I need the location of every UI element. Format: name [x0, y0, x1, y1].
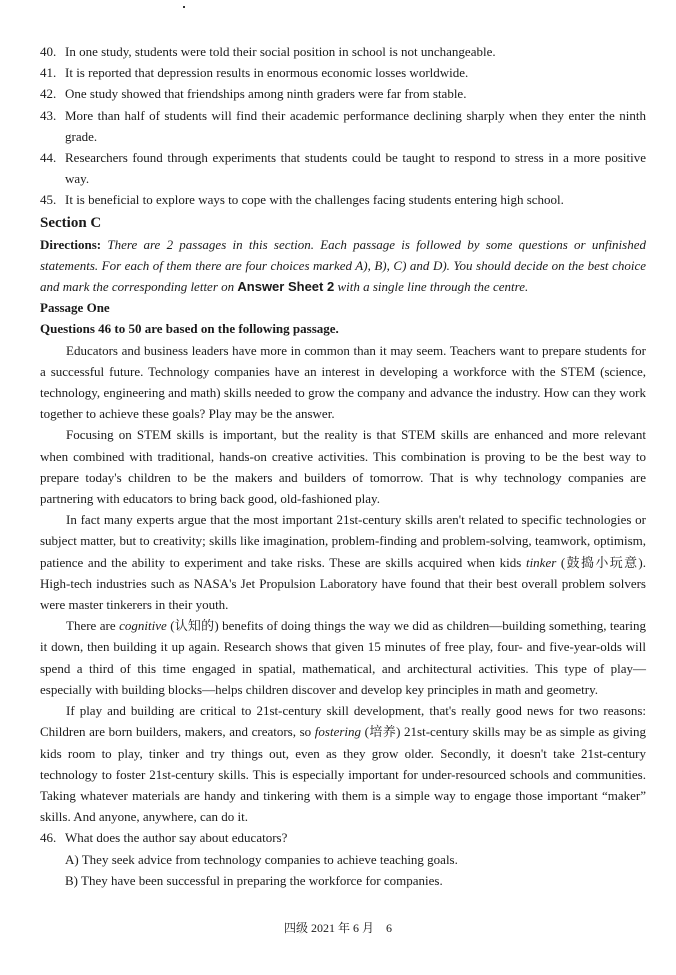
- paragraph-4-text: There are: [66, 618, 116, 634]
- paragraph-3: [40, 509, 646, 615]
- statement-number: 44.: [40, 150, 57, 166]
- statement-number: 45.: [40, 192, 57, 208]
- answer-sheet-label: Answer Sheet 2: [237, 279, 335, 295]
- directions-label: Directions:: [40, 236, 102, 252]
- exam-page: [40, 41, 646, 891]
- statement-text: It is reported that depression results in enormous economic losses worldwide.: [65, 65, 469, 81]
- statement-number: 42.: [40, 86, 57, 102]
- paragraph-2: Focusing on STEM skills is important, but the reality is that STEM skills are enhanced and more relevant when combined with traditional, hands-on creative activities. This combination is proving to be the best way to prepare today's children to be the makers and builders of tomorrow. That is why technology companies are partnering with educators to bring back good, old-fashioned play.: [40, 427, 646, 507]
- directions-text-end: with a single line through the centre.: [337, 279, 529, 295]
- page-footer: 四级 2021 年 6 月 6: [283, 921, 392, 935]
- paragraph-4: [40, 615, 646, 700]
- statement-42: [40, 83, 646, 104]
- statement-number: 41.: [40, 65, 57, 81]
- gloss-word-cognitive: cognitive: [119, 618, 167, 634]
- paragraph-5-text: If play and building are critical to 21st-century skill development, that's really good news for two reasons: Children are born builders, makers, and creators, so: [40, 703, 646, 740]
- statement-text: More than half of students will find their academic performance declining sharply when they enter the ninth grade.: [65, 107, 646, 144]
- directions-text: There are 2 passages in this section. Each passage is followed by some questions or unfinished statements. For each of them there are four choices marked A), B), C) and D). You should decide on the best choice and mark the corresponding letter on: [40, 236, 647, 295]
- statement-number: 43.: [40, 107, 57, 123]
- passage-label: Passage One: [40, 300, 110, 316]
- statement-number: 40.: [40, 44, 57, 59]
- paragraph-3-rest: . High-tech industries such as NASA's Jet Propulsion Laboratory have found that their best overall problem solvers were master tinkerers in their youth.: [40, 554, 647, 613]
- question-46: [40, 827, 646, 848]
- statement-text: It is beneficial to explore ways to cope with the challenges facing students entering high school.: [65, 192, 564, 208]
- statement-40: [40, 41, 646, 62]
- statement-41: [40, 62, 646, 83]
- option-a: A) They seek advice from technology companies to achieve teaching goals.: [65, 851, 458, 867]
- question-text: What does the author say about educators?: [65, 830, 288, 846]
- option-b: B) They have been successful in preparing the workforce for companies.: [65, 872, 443, 888]
- statement-43: [40, 105, 646, 147]
- passage-intro: Questions 46 to 50 are based on the following passage.: [40, 321, 339, 337]
- paragraph-4-rest: benefits of doing things the way we did as children—building something, tearing it down, then building it up again. Research shows that given 15 minutes of free play, four- and five-year-olds will spend a third of this time engaged in spatial, mathematical, and architectural activities. This type of play—especially with building blocks—helps children discover and develop key principles in math and geometry.: [40, 618, 647, 697]
- statement-text: One study showed that friendships among ninth graders were far from stable.: [65, 86, 467, 102]
- scan-speck: [183, 6, 185, 8]
- statement-44: [40, 147, 646, 189]
- paragraph-5-rest: 21st-century skills may be as simple as giving kids room to play, tinker and try things out, even as they grow older. Secondly, it doesn't take 21st-century technology to foster 21st-century skills. This is especially important for under-resourced schools and communities. Taking whatever materials are handy and tinkering with them is a simple way to engage those important “maker” skills. And anyone, anywhere, can do it.: [40, 724, 647, 825]
- statement-text: Researchers found through experiments that students could be taught to respond to stress in a more positive way.: [65, 150, 646, 187]
- paragraph-5: [40, 700, 646, 827]
- chinese-gloss: (认知的): [170, 618, 219, 634]
- section-title: Section C: [40, 214, 102, 231]
- statement-45: [40, 189, 646, 210]
- question-number: 46.: [40, 830, 57, 846]
- paragraph-1: Educators and business leaders have more in common than it may seem. Teachers want to prepare students for a successful future. Technology companies have an interest in developing a workforce with the STEM (science, technology, engineering and math) skills needed to grow the company and advance the industry. How can they work together to achieve these goals? Play may be the answer.: [40, 342, 646, 422]
- chinese-gloss: (鼓捣小玩意): [560, 554, 643, 570]
- gloss-word-fostering: fostering: [314, 724, 362, 740]
- chinese-gloss: (培养): [364, 724, 401, 740]
- statement-text: In one study, students were told their social position in school is not unchangeable.: [65, 44, 496, 59]
- directions: [40, 234, 646, 298]
- gloss-word-tinker: tinker: [525, 554, 557, 570]
- paragraph-3-text: In fact many experts argue that the most important 21st-century skills aren't related to specific technologies or subject matter, but to creativity; skills like imagination, problem-finding and problem-solving, teamwork, optimism, patience and the ability to experiment and take risks. These are skills acquired when kids: [40, 512, 646, 570]
